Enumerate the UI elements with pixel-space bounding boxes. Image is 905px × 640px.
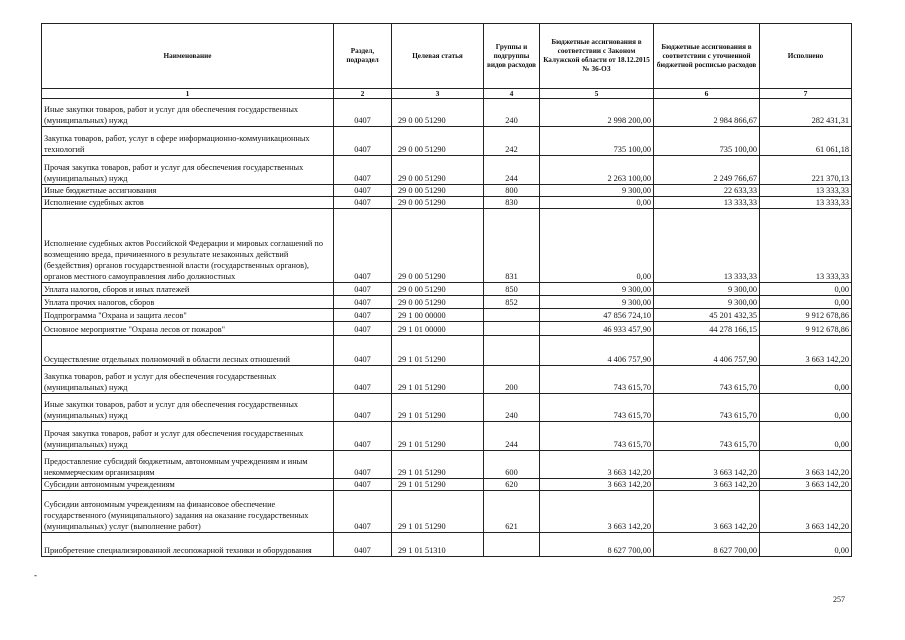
- row-expense-group: 242: [484, 127, 540, 156]
- table-row: [42, 209, 852, 283]
- row-budget-law: 46 933 457,90: [540, 322, 654, 336]
- table-row: [42, 322, 852, 336]
- row-budget-schedule: 4 406 757,90: [654, 336, 760, 366]
- header-budget-law: Бюджетные ассигнования в соответствии с Законом Калужской области от 18.12.2015 № 36-ОЗ: [540, 24, 654, 89]
- row-budget-law: 743 615,70: [540, 394, 654, 422]
- row-budget-schedule: 9 300,00: [654, 296, 760, 309]
- row-target-article: 29 1 01 51290: [392, 422, 484, 451]
- row-budget-law: 0,00: [540, 209, 654, 283]
- row-section: 0407: [334, 99, 392, 127]
- row-budget-schedule: 44 278 166,15: [654, 322, 760, 336]
- row-target-article: 29 1 01 51290: [392, 394, 484, 422]
- row-target-article: 29 0 00 51290: [392, 99, 484, 127]
- table-row: [42, 309, 852, 322]
- row-name: Субсидии автономным учреждениям: [42, 479, 334, 491]
- row-budget-law: 9 300,00: [540, 185, 654, 197]
- row-budget-law: 8 627 700,00: [540, 533, 654, 557]
- row-target-article: 29 1 00 00000: [392, 309, 484, 322]
- header-budget-schedule: Бюджетные ассигнования в соответствии с уточненной бюджетной росписью расходов: [654, 24, 760, 89]
- row-expense-group: 830: [484, 197, 540, 209]
- row-section: 0407: [334, 491, 392, 533]
- row-section: 0407: [334, 422, 392, 451]
- row-target-article: 29 0 00 51290: [392, 283, 484, 296]
- row-budget-law: 3 663 142,20: [540, 491, 654, 533]
- budget-table: [41, 23, 852, 557]
- row-name: Иные закупки товаров, работ и услуг для обеспечения государственных (муниципальных) нужд: [42, 394, 334, 422]
- table-row: [42, 296, 852, 309]
- page-number: 257: [833, 595, 845, 604]
- row-executed: 0,00: [760, 296, 852, 309]
- row-expense-group: 850: [484, 283, 540, 296]
- row-name: Предоставление субсидий бюджетным, автономным учреждениям и иным некоммерческим организациям: [42, 451, 334, 479]
- row-expense-group: 600: [484, 451, 540, 479]
- row-executed: 0,00: [760, 283, 852, 296]
- row-budget-law: 4 406 757,90: [540, 336, 654, 366]
- header-executed: Исполнено: [760, 24, 852, 89]
- row-budget-schedule: 2 249 766,67: [654, 156, 760, 185]
- row-executed: 9 912 678,86: [760, 309, 852, 322]
- row-section: 0407: [334, 127, 392, 156]
- row-budget-law: 9 300,00: [540, 296, 654, 309]
- row-executed: 13 333,33: [760, 209, 852, 283]
- row-expense-group: 621: [484, 491, 540, 533]
- row-budget-law: 0,00: [540, 197, 654, 209]
- row-section: 0407: [334, 533, 392, 557]
- row-name: Исполнение судебных актов: [42, 197, 334, 209]
- row-target-article: 29 1 01 51290: [392, 491, 484, 533]
- row-executed: 13 333,33: [760, 185, 852, 197]
- row-executed: 221 370,13: [760, 156, 852, 185]
- row-budget-law: 47 856 724,10: [540, 309, 654, 322]
- row-budget-schedule: 8 627 700,00: [654, 533, 760, 557]
- table-row: [42, 479, 852, 491]
- row-executed: 282 431,31: [760, 99, 852, 127]
- row-budget-schedule: 743 615,70: [654, 422, 760, 451]
- row-name: Иные бюджетные ассигнования: [42, 185, 334, 197]
- row-section: 0407: [334, 451, 392, 479]
- row-expense-group: 831: [484, 209, 540, 283]
- row-name: Уплата прочих налогов, сборов: [42, 296, 334, 309]
- row-budget-law: 3 663 142,20: [540, 479, 654, 491]
- row-expense-group: 200: [484, 366, 540, 394]
- row-name: Иные закупки товаров, работ и услуг для обеспечения государственных (муниципальных) нужд: [42, 99, 334, 127]
- row-target-article: 29 1 01 51290: [392, 451, 484, 479]
- table-row: [42, 127, 852, 156]
- scan-edge-mark: -: [34, 570, 37, 580]
- column-number: 3: [392, 89, 484, 99]
- row-name: Уплата налогов, сборов и иных платежей: [42, 283, 334, 296]
- row-target-article: 29 0 00 51290: [392, 197, 484, 209]
- column-number: 2: [334, 89, 392, 99]
- row-budget-schedule: 3 663 142,20: [654, 451, 760, 479]
- row-section: 0407: [334, 283, 392, 296]
- row-name: Основное мероприятие "Охрана лесов от пожаров": [42, 322, 334, 336]
- column-number: 4: [484, 89, 540, 99]
- row-executed: 3 663 142,20: [760, 336, 852, 366]
- row-budget-law: 2 263 100,00: [540, 156, 654, 185]
- row-budget-schedule: 2 984 866,67: [654, 99, 760, 127]
- row-executed: 0,00: [760, 394, 852, 422]
- row-budget-schedule: 13 333,33: [654, 197, 760, 209]
- row-section: 0407: [334, 197, 392, 209]
- row-executed: 3 663 142,20: [760, 491, 852, 533]
- row-name: Осуществление отдельных полномочий в области лесных отношений: [42, 336, 334, 366]
- row-expense-group: 240: [484, 394, 540, 422]
- row-executed: 0,00: [760, 533, 852, 557]
- row-section: 0407: [334, 156, 392, 185]
- row-target-article: 29 1 01 51290: [392, 336, 484, 366]
- row-budget-law: 9 300,00: [540, 283, 654, 296]
- row-budget-law: 2 998 200,00: [540, 99, 654, 127]
- header-article: Целевая статья: [392, 24, 484, 89]
- table-row: [42, 422, 852, 451]
- row-budget-schedule: 743 615,70: [654, 366, 760, 394]
- row-expense-group: 800: [484, 185, 540, 197]
- row-budget-schedule: 9 300,00: [654, 283, 760, 296]
- row-target-article: 29 0 00 51290: [392, 127, 484, 156]
- header-groups: Группы и подгруппы видов расходов: [484, 24, 540, 89]
- row-section: 0407: [334, 296, 392, 309]
- row-expense-group: 244: [484, 156, 540, 185]
- row-budget-schedule: 45 201 432,35: [654, 309, 760, 322]
- table-row: [42, 197, 852, 209]
- table-row: [42, 156, 852, 185]
- header-name: Наименование: [42, 24, 334, 89]
- column-number: 5: [540, 89, 654, 99]
- row-budget-schedule: 735 100,00: [654, 127, 760, 156]
- table-row: [42, 336, 852, 366]
- row-expense-group: 852: [484, 296, 540, 309]
- table-row: [42, 283, 852, 296]
- row-section: 0407: [334, 322, 392, 336]
- row-target-article: 29 1 01 51290: [392, 366, 484, 394]
- table-row: [42, 99, 852, 127]
- row-budget-schedule: 743 615,70: [654, 394, 760, 422]
- row-target-article: 29 1 01 00000: [392, 322, 484, 336]
- row-executed: 9 912 678,86: [760, 322, 852, 336]
- header-section: Раздел, подраздел: [334, 24, 392, 89]
- row-target-article: 29 0 00 51290: [392, 156, 484, 185]
- table-row: [42, 394, 852, 422]
- row-section: 0407: [334, 366, 392, 394]
- row-budget-law: 3 663 142,20: [540, 451, 654, 479]
- row-executed: 0,00: [760, 422, 852, 451]
- row-name: Закупка товаров, работ и услуг для обеспечения государственных (муниципальных) нужд: [42, 366, 334, 394]
- row-executed: 0,00: [760, 366, 852, 394]
- row-target-article: 29 0 00 51290: [392, 209, 484, 283]
- row-expense-group: [484, 336, 540, 366]
- table-row: [42, 533, 852, 557]
- table-row: [42, 185, 852, 197]
- row-expense-group: [484, 533, 540, 557]
- row-executed: 13 333,33: [760, 197, 852, 209]
- row-budget-schedule: 13 333,33: [654, 209, 760, 283]
- row-name: Приобретение специализированной лесопожарной техники и оборудования: [42, 533, 334, 557]
- row-section: 0407: [334, 185, 392, 197]
- column-number: 7: [760, 89, 852, 99]
- row-executed: 3 663 142,20: [760, 479, 852, 491]
- row-name: Закупка товаров, работ, услуг в сфере информационно-коммуникационных технологий: [42, 127, 334, 156]
- row-budget-schedule: 3 663 142,20: [654, 491, 760, 533]
- row-budget-schedule: 3 663 142,20: [654, 479, 760, 491]
- row-expense-group: [484, 309, 540, 322]
- row-budget-law: 735 100,00: [540, 127, 654, 156]
- table-row: [42, 491, 852, 533]
- row-name: Прочая закупка товаров, работ и услуг для обеспечения государственных (муниципальных) нужд: [42, 422, 334, 451]
- row-name: Субсидии автономным учреждениям на финансовое обеспечение государственного (муниципального) задания на оказание государственных (муниципальных) услуг (выполнение работ): [42, 491, 334, 533]
- row-expense-group: 244: [484, 422, 540, 451]
- table-row: [42, 366, 852, 394]
- row-executed: 3 663 142,20: [760, 451, 852, 479]
- row-section: 0407: [334, 336, 392, 366]
- row-budget-law: 743 615,70: [540, 422, 654, 451]
- row-section: 0407: [334, 394, 392, 422]
- column-number: 1: [42, 89, 334, 99]
- row-budget-schedule: 22 633,33: [654, 185, 760, 197]
- row-expense-group: [484, 322, 540, 336]
- row-budget-law: 743 615,70: [540, 366, 654, 394]
- row-expense-group: 240: [484, 99, 540, 127]
- row-section: 0407: [334, 479, 392, 491]
- row-section: 0407: [334, 209, 392, 283]
- row-name: Подпрограмма "Охрана и защита лесов": [42, 309, 334, 322]
- row-name: Исполнение судебных актов Российской Федерации и мировых соглашений по возмещению вреда, причиненного в результате незаконных действий (бездействия) органов государственной власти (государственных органов), органов местного самоуправления либо должностных: [42, 209, 334, 283]
- table-row: [42, 451, 852, 479]
- row-expense-group: 620: [484, 479, 540, 491]
- row-section: 0407: [334, 309, 392, 322]
- row-target-article: 29 1 01 51310: [392, 533, 484, 557]
- row-target-article: 29 1 01 51290: [392, 479, 484, 491]
- row-executed: 61 061,18: [760, 127, 852, 156]
- row-name: Прочая закупка товаров, работ и услуг для обеспечения государственных (муниципальных) нужд: [42, 156, 334, 185]
- row-target-article: 29 0 00 51290: [392, 296, 484, 309]
- column-number: 6: [654, 89, 760, 99]
- row-target-article: 29 0 00 51290: [392, 185, 484, 197]
